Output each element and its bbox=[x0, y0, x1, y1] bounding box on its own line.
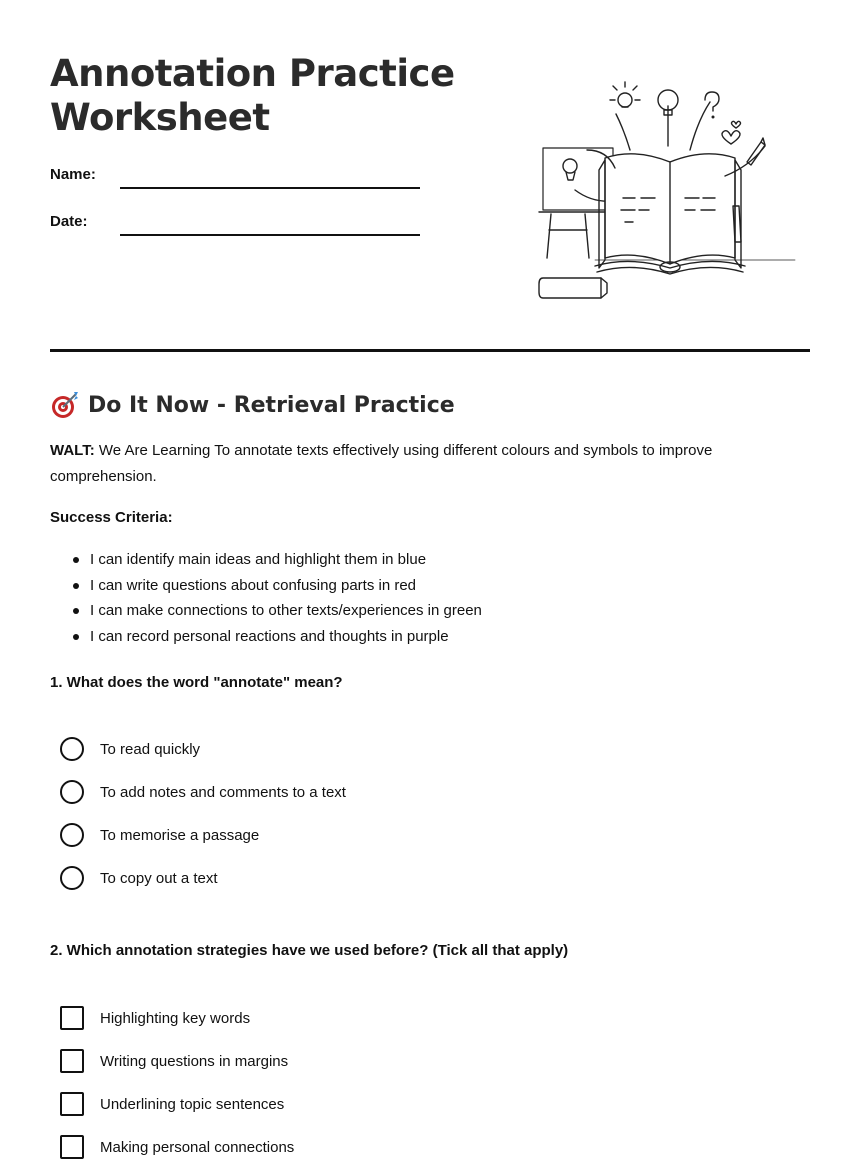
section-divider bbox=[50, 349, 810, 352]
walt-label: WALT: bbox=[50, 442, 95, 459]
option-label: Writing questions in margins bbox=[100, 1052, 289, 1070]
option-label: To memorise a passage bbox=[100, 826, 260, 844]
option-label: Highlighting key words bbox=[100, 1009, 251, 1027]
option-label: Underlining topic sentences bbox=[100, 1095, 285, 1113]
checkbox[interactable] bbox=[60, 1049, 84, 1073]
option-label: To read quickly bbox=[100, 740, 201, 758]
success-criteria-list bbox=[50, 547, 482, 649]
question-2: 2. Which annotation strategies have we used before? (Tick all that apply) bbox=[50, 942, 569, 959]
bullet-icon bbox=[73, 583, 79, 589]
checkbox[interactable] bbox=[60, 1006, 84, 1030]
radio-button[interactable] bbox=[60, 823, 84, 847]
question-1-option[interactable] bbox=[60, 736, 200, 762]
success-criteria-label: Success Criteria: bbox=[50, 509, 173, 526]
list-item bbox=[50, 624, 482, 650]
question-1-option[interactable] bbox=[60, 779, 346, 805]
bullet-icon bbox=[73, 634, 79, 640]
radio-button[interactable] bbox=[60, 780, 84, 804]
radio-button[interactable] bbox=[60, 866, 84, 890]
question-1-option[interactable] bbox=[60, 822, 259, 848]
bullet-icon bbox=[73, 557, 79, 563]
walt-statement bbox=[50, 438, 810, 490]
criteria-text: I can identify main ideas and highlight them in blue bbox=[90, 551, 427, 568]
checkbox[interactable] bbox=[60, 1135, 84, 1159]
date-field[interactable] bbox=[120, 234, 420, 236]
question-1: 1. What does the word "annotate" mean? bbox=[50, 674, 343, 691]
option-label: Making personal connections bbox=[100, 1138, 295, 1156]
criteria-text: I can make connections to other texts/experiences in green bbox=[90, 602, 482, 619]
radio-button[interactable] bbox=[60, 737, 84, 761]
title-line-1: Annotation Practice bbox=[50, 52, 455, 95]
question-2-option[interactable] bbox=[60, 1091, 284, 1117]
date-label: Date: bbox=[50, 213, 88, 230]
title-line-2: Worksheet bbox=[50, 96, 270, 139]
list-item bbox=[50, 598, 482, 624]
bullet-icon bbox=[73, 608, 79, 614]
option-label: To copy out a text bbox=[100, 869, 218, 887]
question-1-option[interactable] bbox=[60, 865, 218, 891]
section-heading bbox=[50, 390, 455, 420]
section-title-text: Do It Now - Retrieval Practice bbox=[88, 392, 455, 418]
name-field[interactable] bbox=[120, 187, 420, 189]
name-label: Name: bbox=[50, 166, 96, 183]
checkbox[interactable] bbox=[60, 1092, 84, 1116]
page-title bbox=[50, 52, 510, 140]
criteria-text: I can write questions about confusing parts in red bbox=[90, 576, 417, 594]
list-item bbox=[50, 573, 482, 599]
option-label: To add notes and comments to a text bbox=[100, 783, 346, 801]
list-item bbox=[50, 547, 482, 573]
walt-text: We Are Learning To annotate texts effectively using different colours and symbols to improve comprehension. bbox=[50, 442, 713, 485]
question-2-option[interactable] bbox=[60, 1048, 288, 1074]
criteria-text: I can record personal reactions and thoughts in purple bbox=[90, 627, 449, 645]
question-2-option[interactable] bbox=[60, 1005, 250, 1031]
open-book-with-ideas-icon bbox=[535, 80, 800, 305]
question-2-option[interactable] bbox=[60, 1134, 294, 1160]
target-dart-icon bbox=[50, 390, 80, 420]
